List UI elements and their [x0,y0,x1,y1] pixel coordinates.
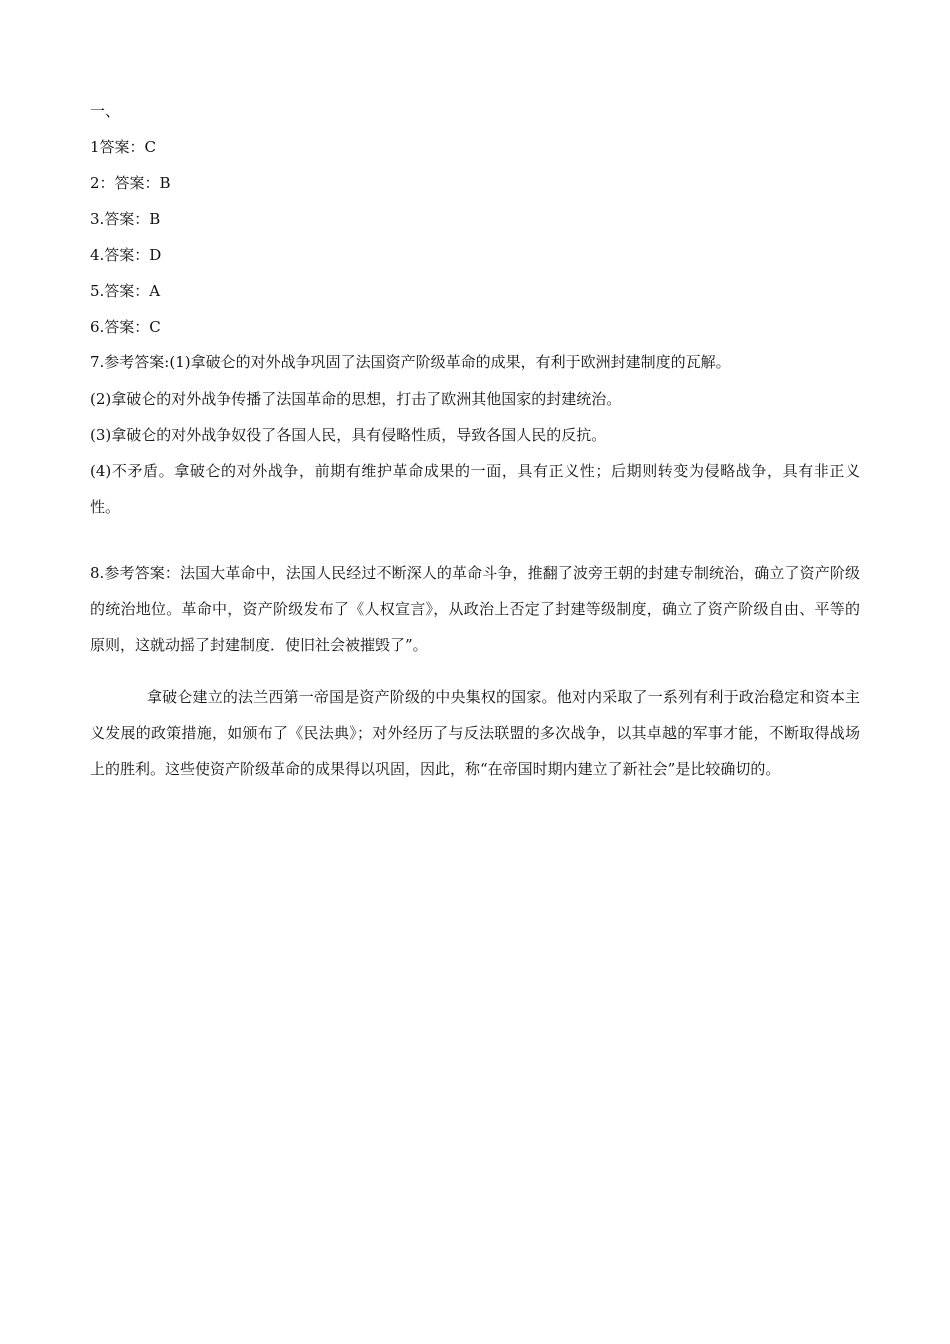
answer-2: 2：答案：B [90,174,171,192]
answer-3: 3.答案：B [90,210,161,228]
q7-answer-part-4: (4)不矛盾。拿破仑的对外战争，前期有维护革命成果的一面，具有正义性；后期则转变为侵略战争，具有非正义性。 [90,462,860,516]
q8-answer-paragraph-2: 拿破仑建立的法兰西第一帝国是资产阶级的中央集权的国家。他对内采取了一系列有利于政治稳定和资本主义发展的政策措施，如颁布了《民法典》；对外经历了与反法联盟的多次战争，以其卓越的军事才能，不断取得战场上的胜利。这些使资产阶级革命的成果得以巩固，因此，称“在帝国时期内建立了新社会”是比较确切的。 [90,688,860,778]
section-heading: 一、 [90,102,121,120]
answer-6: 6.答案：C [90,318,161,336]
answer-5: 5.答案：A [90,282,161,300]
answer-1: 1答案：C [90,138,157,156]
q7-answer-part-3: (3)拿破仑的对外战争奴役了各国人民，具有侵略性质，导致各国人民的反抗。 [90,426,607,444]
answer-4: 4.答案：D [90,246,162,264]
q8-answer-paragraph-1: 8.参考答案：法国大革命中，法国人民经过不断深人的革命斗争，推翻了波旁王朝的封建专制统治，确立了资产阶级的统治地位。革命中，资产阶级发布了《人权宣言》，从政治上否定了封建等级制度，确立了资产阶级自由、平等的原则，这就动摇了封建制度．使旧社会被摧毁了”。 [90,564,860,654]
q7-answer-part-2: (2)拿破仑的对外战争传播了法国革命的思想，打击了欧洲其他国家的封建统治。 [90,390,622,408]
q7-answer-part-1: 7.参考答案:(1)拿破仑的对外战争巩固了法国资产阶级革命的成果，有利于欧洲封建制度的瓦解。 [90,353,731,371]
